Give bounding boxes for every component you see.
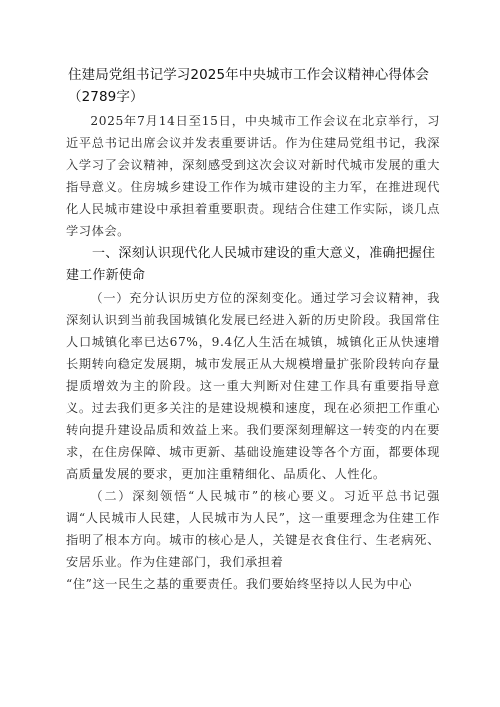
section-heading-1: 一、深刻认识现代化人民城市建设的重大意义，准确把握住建工作新使命 — [66, 246, 436, 283]
intro-paragraph: 2025年7月14日至15日，中央城市工作会议在北京举行，习近平总书记出席会议并发表重要讲话。作为住建局党组书记，我深入学习了会议精神，深刻感受到这次会议对新时代城市发展的重大指导意义。住房城乡建设工作作为城市建设的主力军，在推进现代化人民城市建设中承担着重要职责。现结合住建工作实际，谈几点学习体会。 — [66, 114, 440, 238]
subsection-paragraph-1: （一）充分认识历史方位的深刻变化。通过学习会议精神，我深刻认识到当前我国城镇化发展已经进入新的历史阶段。我国常住人口城镇化率已达67%，9.4亿人生活在城镇，城镇化正从快速增长期转向稳定发展期，城市发展正从大规模增量扩张阶段转向存量提质增效为主的阶段。这一重大判断对住建工作具有重要指导意义。过去我们更多关注的是建设规模和速度，现在必须把工作重心转向提升建设品质和效益上来。我们要深刻理解这一转变的内在要求，在住房保障、城市更新、基础设施建设等各个方面，都要体现高质量发展的要求，更加注重精细化、品质化、人性化。 — [66, 291, 440, 481]
document-body — [66, 110, 440, 595]
subsection-paragraph-2: （二）深刻领悟“人民城市”的核心要义。习近平总书记强调“人民城市人民建，人民城市为人民”，这一重要理念为住建工作指明了根本方向。城市的核心是人，关键是衣食住行、生老病死、安居乐业。作为住建部门，我们承担着 — [66, 489, 440, 569]
continued-paragraph: “住”这一民生之基的重要责任。我们要始终坚持以人民为中心 — [66, 577, 413, 591]
document-title: 住建局党组书记学习2025年中央城市工作会议精神心得体会（2789字） — [68, 67, 430, 105]
